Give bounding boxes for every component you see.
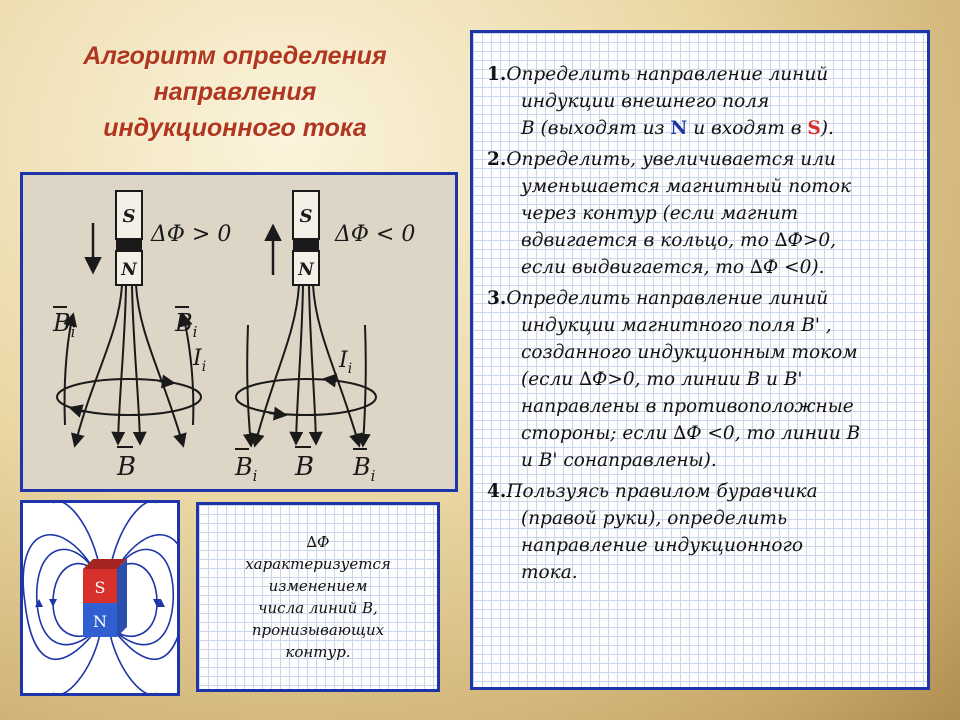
right-magnet-n-label: N (298, 260, 314, 280)
step-number: 2. (487, 149, 507, 170)
induction-diagram (23, 175, 455, 489)
right-bi-label-1: $B_i$ (235, 453, 258, 485)
step-number: 1. (487, 64, 507, 85)
right-b-label: B (295, 452, 315, 482)
right-flux-label: ΔΦ < 0 (335, 222, 416, 247)
title-line-2: направления (153, 78, 317, 106)
left-bi-label-1: $B_i$ (53, 309, 76, 341)
note-line-4: числа линий B, (258, 599, 378, 617)
magnet-field-diagram (23, 503, 177, 693)
left-bi-label-2: $B_i$ (175, 309, 198, 341)
right-magnet-s-label: S (299, 206, 313, 227)
left-magnet-band (116, 239, 142, 251)
north-pole-letter: N (670, 118, 688, 139)
left-flux-label: ΔΦ > 0 (151, 222, 232, 247)
title-line-3: индукционного тока (103, 114, 367, 142)
step-number: 3. (487, 288, 507, 309)
step-number: 4. (487, 481, 507, 502)
south-pole-letter: S (807, 118, 821, 139)
right-magnet-band (293, 239, 319, 251)
dipole-s-label: S (94, 578, 106, 597)
flux-note (196, 502, 440, 692)
left-magnet-n-label: N (121, 260, 137, 280)
note-line-2: характеризуется (245, 555, 391, 573)
step-2: 2.Определить, увеличивается или уменьшается магнитный поток через контур (если магнит вдвигается в кольцо, то ∆Ф>0, если выдвигается, то ∆Ф <0). (487, 149, 852, 278)
step-3: 3.Определить направление линий индукции магнитного поля B' , созданного индукционным током (если ∆Ф>0, то линии B и B' направлены в противоположные стороны; если ∆Ф <0, то линии B и B' сонаправлены). (487, 288, 861, 471)
note-line-6: контур. (285, 643, 351, 661)
slide-title (20, 38, 450, 146)
right-current-label: $I_i$ (339, 348, 353, 377)
magnet-field-figure (20, 500, 180, 696)
step-4: 4.Пользуясь правилом буравчика (правой руки), определить направление индукционного тока. (487, 481, 818, 583)
note-line-3: изменением (268, 577, 368, 595)
induction-figure (20, 172, 458, 492)
left-current-label: $I_i$ (193, 346, 207, 375)
left-magnet-s-label: S (122, 206, 136, 227)
step-1: 1.Определить направление линий индукции внешнего поля B (выходят из N и входят в S). (487, 64, 834, 139)
title-line-1: Алгоритм определения (83, 42, 387, 70)
note-line-1: ∆Ф (306, 533, 330, 551)
left-b-label: B (117, 452, 137, 482)
right-bi-label-2: $B_i$ (353, 453, 376, 485)
algorithm-steps (470, 30, 930, 690)
dipole-n-label: N (93, 612, 107, 631)
note-line-5: пронизывающих (251, 621, 385, 639)
